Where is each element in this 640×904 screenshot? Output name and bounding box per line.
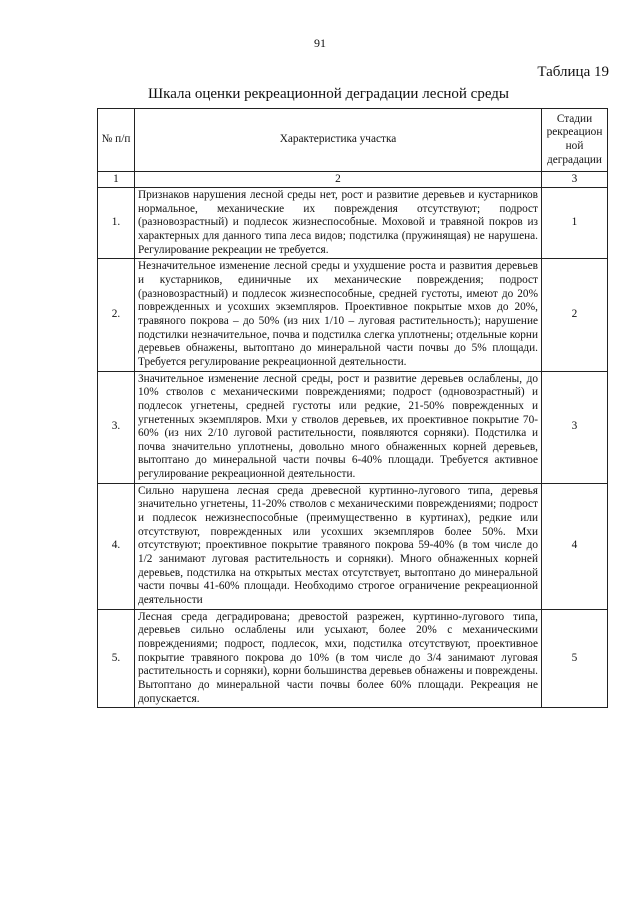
- table-row: [98, 483, 608, 609]
- row-number: 1.: [98, 188, 135, 259]
- site-characteristic: Лесная среда деградирована; древостой разрежен, куртинно-лугового типа, деревьев сильно ослаблены или усыхают, более 20% с механическими повреждениями; подрост, подлесок, мхи, подстилка отсутствуют, проективное покрытие травяного покрова до 10% (в том числе до 3/4 занимают луговая растительность и сорняки), корни большинства деревьев обнажены и повреждены. Вытоптано до минеральной части почвы более 60% площади. Рекреация не допускается.: [135, 609, 542, 708]
- num-column-header: № п/п: [98, 109, 135, 172]
- column-index-cell: 1: [98, 172, 135, 188]
- stage-column-header: Стадии рекреацион ной деградации: [542, 109, 608, 172]
- table-label: Таблица 19: [537, 64, 609, 80]
- site-characteristic: Сильно нарушена лесная среда древесной куртинно-лугового типа, деревья значительно угнетены, 11-20% стволов с механическими повреждениями; подрост и подлесок нежизнеспособные (преимущественно в куртинах), редкие или отсутствуют, поврежденных или усохших экземпляров более 50%. Мхи отсутствуют; проективное покрытие травяного покрова 59-40% (в том числе до 1/2 занимают луговая растительность и сорняки). Много обнаженных корней деревьев, подстилка на открытых местах отсутствует, вытоптано до минеральной части почвы 41-60% площади. Необходимо строгое ограничение рекреационной деятельности: [135, 483, 542, 609]
- row-number: 2.: [98, 259, 135, 371]
- table-title: Шкала оценки рекреационной деградации лесной среды: [148, 86, 510, 102]
- degradation-stage: 3: [542, 371, 608, 483]
- degradation-stage: 4: [542, 483, 608, 609]
- degradation-scale-table: [97, 108, 608, 708]
- column-index-cell: 2: [135, 172, 542, 188]
- column-index-row: [98, 172, 608, 188]
- degradation-stage: 2: [542, 259, 608, 371]
- header-row: [98, 109, 608, 172]
- row-number: 5.: [98, 609, 135, 708]
- site-characteristic: Значительное изменение лесной среды, рост и развитие деревьев ослаблены, до 10% стволов с механическими повреждениями; подрост (одновозрастный) и подлесок угнетены, средней густоты или редкие, 21-50% поврежденных и угнетенных экземпляров. Мхи у стволов деревьев, их проективное покрытие 70-60% (из них 2/10 луговой растительности, появляются сорняки). Подстилка и почва значительно уплотнены, довольно много обнаженных корней деревьев, вытоптано до минеральной части почвы 6-40% площади. Требуется активное регулирование рекреационной деятельности.: [135, 371, 542, 483]
- page-number: 91: [314, 36, 326, 50]
- characteristic-column-header: Характеристика участка: [135, 109, 542, 172]
- degradation-stage: 1: [542, 188, 608, 259]
- table-row: [98, 188, 608, 259]
- column-index-cell: 3: [542, 172, 608, 188]
- degradation-stage: 5: [542, 609, 608, 708]
- site-characteristic: Незначительное изменение лесной среды и ухудшение роста и развития деревьев и кустарников, единичные их механические повреждения; подрост (разновозрастный) и подлесок жизнеспособные, средней густоты, имеют до 20% поврежденных и усохших экземпляров. Проективное покрытые мхов до 20%, травяного покрова – до 50% (из них 1/10 – луговая растительность); нарушение подстилки незначительное, почва и подстилка слегка уплотнены; отдельные корни деревьев обнажены, вытоптано до минеральной части почвы до 5% площади. Требуется регулирование рекреационной деятельности.: [135, 259, 542, 371]
- table-row: [98, 371, 608, 483]
- table-row: [98, 259, 608, 371]
- row-number: 4.: [98, 483, 135, 609]
- table-row: [98, 609, 608, 708]
- site-characteristic: Признаков нарушения лесной среды нет, рост и развитие деревьев и кустарников нормальное, механические их повреждения отсутствуют; подрост (разновозрастный) и подлесок жизнеспособные. Моховой и травяной покров из характерных для данного типа леса видов; подстилка (пружинящая) не нарушена. Регулирование рекреации не требуется.: [135, 188, 542, 259]
- row-number: 3.: [98, 371, 135, 483]
